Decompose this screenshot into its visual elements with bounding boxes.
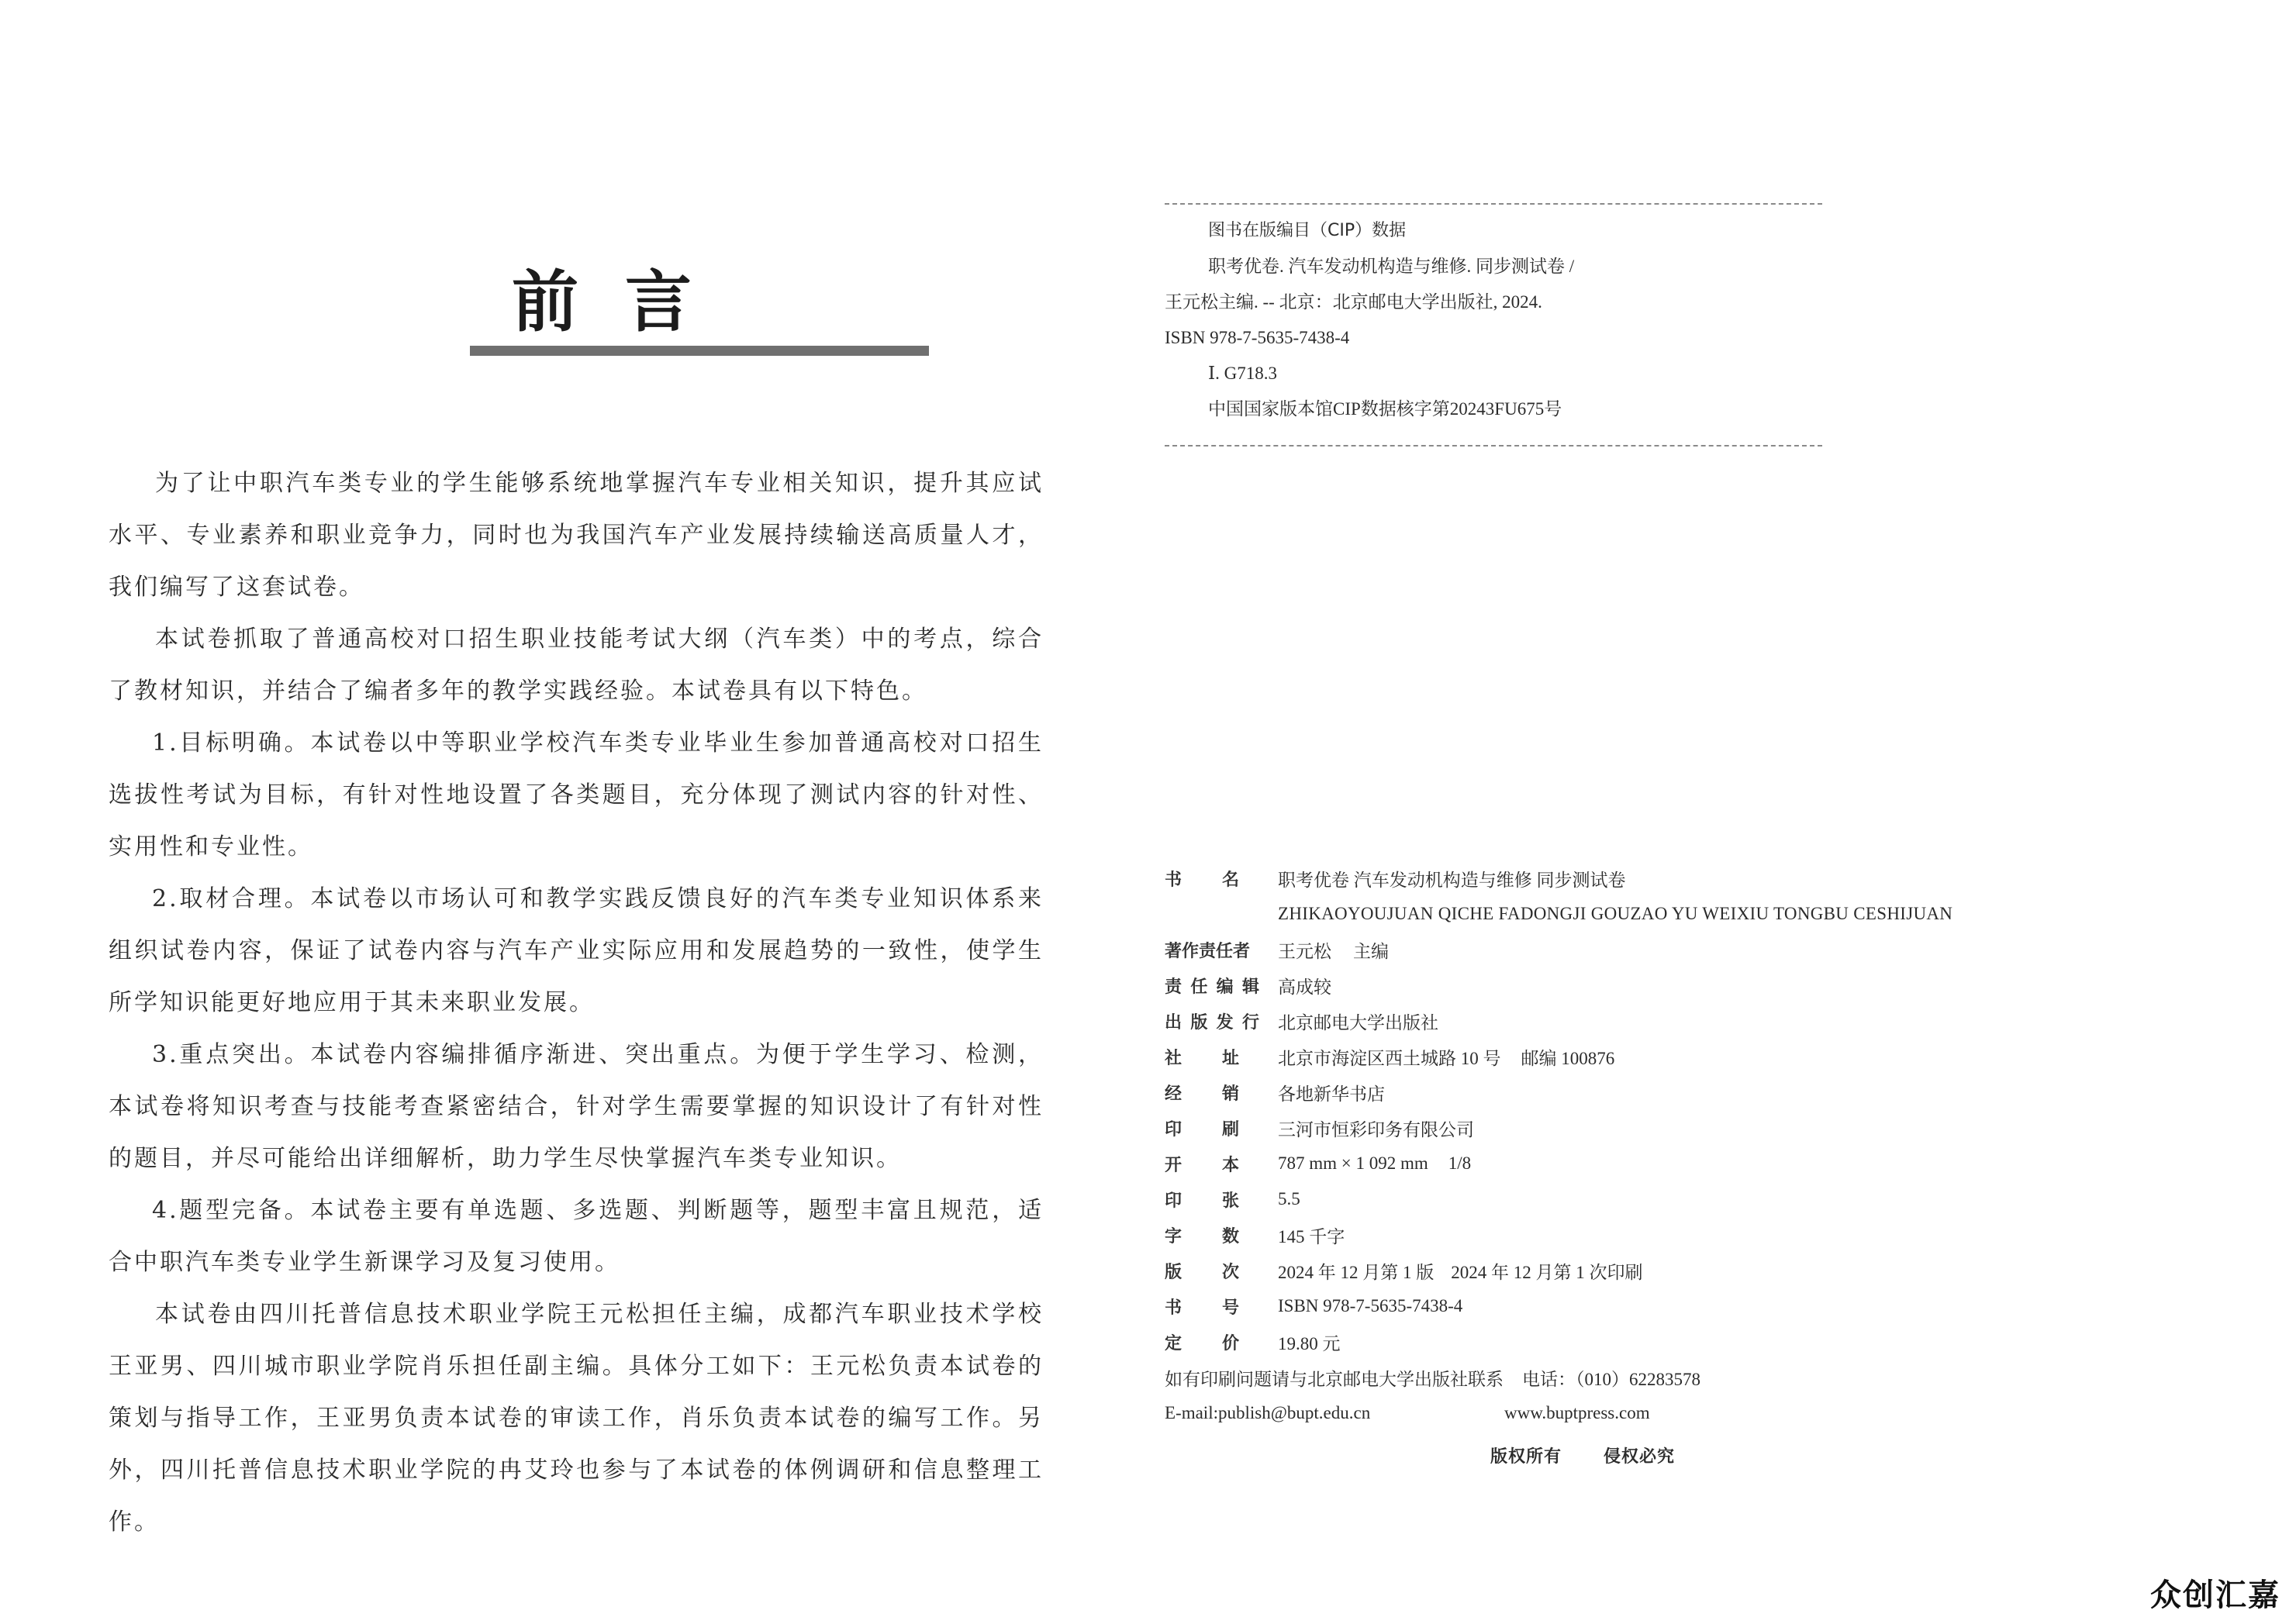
imprint-row-isbn [1165,1288,2266,1324]
watermark: 众创汇嘉 [2150,1577,2280,1613]
imprint-value: 2024 年 12 月第 1 次印刷 [1451,1262,1643,1282]
imprint-row-printer [1165,1110,2266,1146]
imprint-value: 各地新华书店 [1278,1084,1385,1104]
imprint-value: 三河市恒彩印务有限公司 [1278,1119,1474,1140]
preface-paragraph: 1.目标明确。本试卷以中等职业学校汽车类专业毕业生参加普通高校对口招生选拔性考试为目标，有针对性地设置了各类题目，充分体现了测试内容的针对性、实用性和专业性。 [109,729,1044,860]
title-underline [470,346,929,356]
preface-paragraph: 4.题型完备。本试卷主要有单选题、多选题、判断题等，题型丰富且规范，适合中职汽车类专业学生新课学习及复习使用。 [109,1197,1044,1276]
rights-reserved: 版权所有 [1490,1447,1562,1467]
contact-text: 如有印刷问题请与北京邮电大学出版社联系 [1165,1369,1504,1389]
imprint-value: 职考优卷 汽车发动机构造与维修 同步测试卷 [1278,870,1626,890]
imprint-row-sheets [1165,1181,2266,1217]
imprint-label: 字 数 [1165,1226,1239,1246]
imprint-row-address [1165,1039,2266,1074]
imprint-row-author [1165,932,2266,967]
preface-page [109,0,1047,1624]
preface-paragraph: 本试卷抓取了普通高校对口招生职业技能考试大纲（汽车类）中的考点，综合了教材知识，并结合了编者多年的教学实践经验。本试卷具有以下特色。 [109,626,1044,705]
cip-line: 王元松主编. -- 北京：北京邮电大学出版社, 2024. [1165,292,1542,312]
imprint-value: 北京市海淀区西土城路 10 号 [1278,1048,1501,1068]
preface-paragraph: 2.取材合理。本试卷以市场认可和教学实践反馈良好的汽车类专业知识体系来组织试卷内容，保证了试卷内容与汽车产业实际应用和发展趋势的一致性，使学生所学知识能更好地应用于其未来职业发展。 [109,885,1044,1016]
imprint-value: 5.5 [1278,1189,1300,1209]
imprint-row-distributor [1165,1074,2266,1110]
cip-bottom-divider [1165,445,1822,447]
cip-class: Ⅰ. G718.3 [1208,364,1277,383]
imprint-value: 19.80 元 [1278,1333,1341,1353]
imprint-label: 社 址 [1165,1048,1239,1068]
imprint-row-editor [1165,967,2266,1003]
imprint-value: 1/8 [1448,1153,1472,1173]
cip-line: 职考优卷. 汽车发动机构造与维修. 同步测试卷 / [1208,257,1575,276]
imprint-value: 787 mm × 1 092 mm [1278,1153,1428,1173]
preface-body [109,457,1044,1548]
cip-record: 中国国家版本馆CIP数据核字第20243FU675号 [1208,399,1562,419]
contact-email: E-mail:publish@bupt.edu.cn [1165,1403,1371,1422]
imprint-value: 北京邮电大学出版社 [1278,1012,1438,1033]
imprint-row-price [1165,1324,2266,1360]
preface-title: 前言 [512,263,738,341]
copyright-page [1165,0,2266,1624]
preface-paragraph: 为了让中职汽车类专业的学生能够系统地掌握汽车专业相关知识，提升其应试水平、专业素养和职业竞争力，同时也为我国汽车产业发展持续输送高质量人才，我们编写了这套试卷。 [109,470,1044,601]
contact-phone: 电话：（010）62283578 [1522,1369,1700,1389]
imprint-value: 主编 [1353,941,1389,961]
imprint-value: 王元松 [1278,941,1331,961]
imprint-block [1165,860,2266,1431]
imprint-row-format [1165,1146,2266,1181]
imprint-row-book-name [1165,860,2266,896]
imprint-label: 开 本 [1165,1155,1239,1175]
imprint-label: 著作责任者 [1165,941,1251,961]
imprint-label: 版 次 [1165,1262,1239,1282]
imprint-value: 高成较 [1278,977,1331,997]
imprint-value: 邮编 100876 [1521,1048,1615,1068]
imprint-value: 2024 年 12 月第 1 版 [1278,1262,1435,1282]
preface-paragraph: 3.重点突出。本试卷内容编排循序渐进、突出重点。为便于学生学习、检测，本试卷将知识考查与技能考查紧密结合，针对学生需要掌握的知识设计了有针对性的题目，并尽可能给出详细解析，助力学生尽快掌握汽车类专业知识。 [109,1041,1044,1172]
contact-web-line [1165,1395,2266,1431]
imprint-label: 印 张 [1165,1191,1239,1211]
imprint-value: ISBN 978-7-5635-7438-4 [1278,1296,1463,1315]
cip-top-divider [1165,203,1822,205]
imprint-label: 经 销 [1165,1084,1239,1104]
imprint-label: 印 刷 [1165,1119,1239,1140]
preface-paragraph: 本试卷由四川托普信息技术职业学院王元松担任主编，成都汽车职业技术学校王亚男、四川城市职业学院肖乐担任副主编。具体分工如下：王元松负责本试卷的策划与指导工作，王亚男负责本试卷的审读工作，肖乐负责本试卷的编写工作。另外，四川托普信息技术职业学院的冉艾玲也参与了本试卷的体例调研和信息整理工作。 [109,1301,1044,1536]
imprint-label: 书 号 [1165,1298,1239,1318]
imprint-pinyin: ZHIKAOYOUJUAN QICHE FADONGJI GOUZAO YU WEIXIU TONGBU CESHIJUAN [1278,904,1953,923]
imprint-label: 定 价 [1165,1333,1239,1353]
cip-block [1165,213,1832,427]
contact-website: www.buptpress.com [1504,1403,1650,1422]
cip-isbn: ISBN 978-7-5635-7438-4 [1165,328,1350,347]
imprint-row-publisher [1165,1003,2266,1039]
imprint-value: 145 千字 [1278,1226,1345,1246]
contact-line [1165,1360,2266,1395]
cip-heading: 图书在版编目（CIP）数据 [1208,221,1407,240]
imprint-row-words [1165,1217,2266,1253]
copyright-notice [1490,1443,1675,1467]
imprint-label: 书 名 [1165,870,1239,890]
imprint-row-edition [1165,1253,2266,1288]
infringement-notice: 侵权必究 [1604,1447,1676,1467]
imprint-label: 出 版 发 行 [1165,1012,1259,1033]
imprint-label: 责 任 编 辑 [1165,977,1259,997]
